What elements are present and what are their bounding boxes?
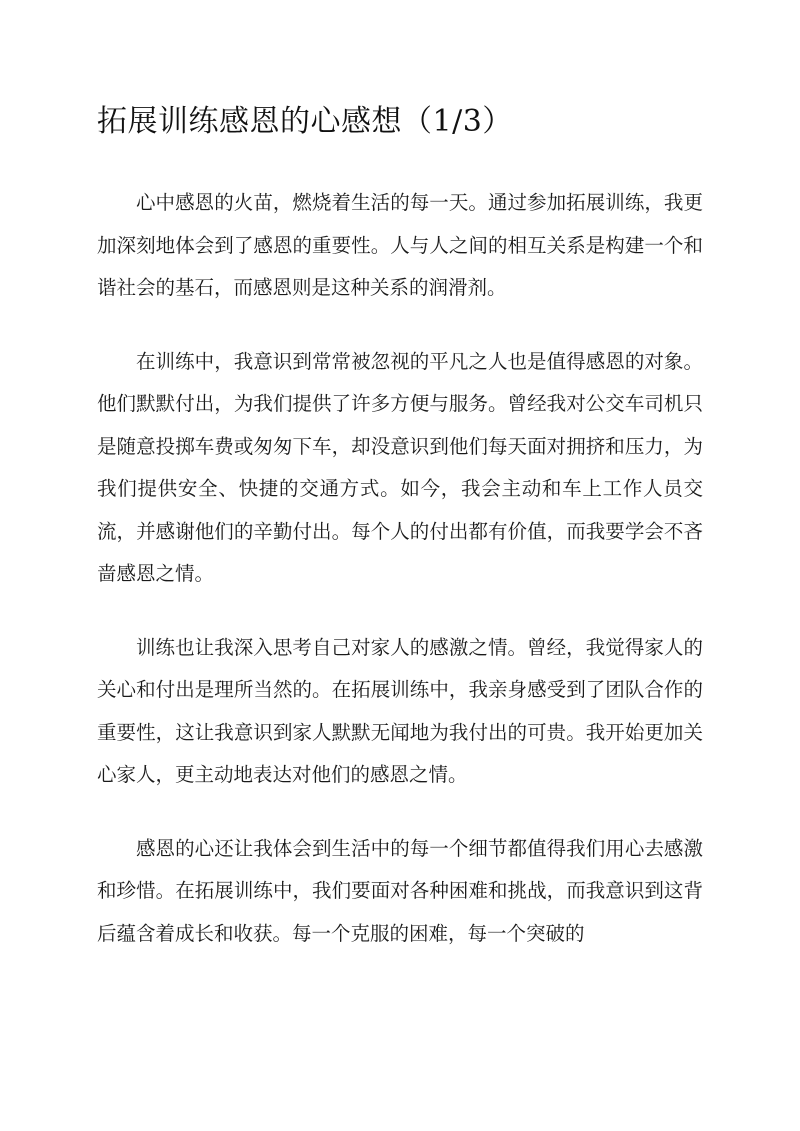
document-body <box>97 182 703 986</box>
paragraph-3: 训练也让我深入思考自己对家人的感激之情。曾经，我觉得家人的关心和付出是理所当然的。在拓展训练中，我亲身感受到了团队合作的重要性，这让我意识到家人默默无闻地为我付出的可贵。我开始更加关心家人，更主动地表达对他们的感恩之情。 <box>97 635 703 786</box>
paragraph-1: 心中感恩的火苗，燃烧着生活的每一天。通过参加拓展训练，我更加深刻地体会到了感恩的重要性。人与人之间的相互关系是构建一个和谐社会的基石，而感恩则是这种关系的润滑剂。 <box>97 191 703 299</box>
document-title: 拓展训练感恩的心感想（1/3） <box>97 104 513 139</box>
paragraph-4: 感恩的心还让我体会到生活中的每一个细节都值得我们用心去感激和珍惜。在拓展训练中，我们要面对各种困难和挑战，而我意识到这背后蕴含着成长和收获。每一个克服的困难，每一个突破的 <box>97 836 703 945</box>
paragraph-2: 在训练中，我意识到常常被忽视的平凡之人也是值得感恩的对象。他们默默付出，为我们提供了许多方便与服务。曾经我对公交车司机只是随意投掷车费或匆匆下车，却没意识到他们每天面对拥挤和压力，为我们提供安全、快捷的交通方式。如今，我会主动和车上工作人员交流，并感谢他们的辛勤付出。每个人的付出都有价值，而我要学会不吝啬感恩之情。 <box>97 349 703 585</box>
